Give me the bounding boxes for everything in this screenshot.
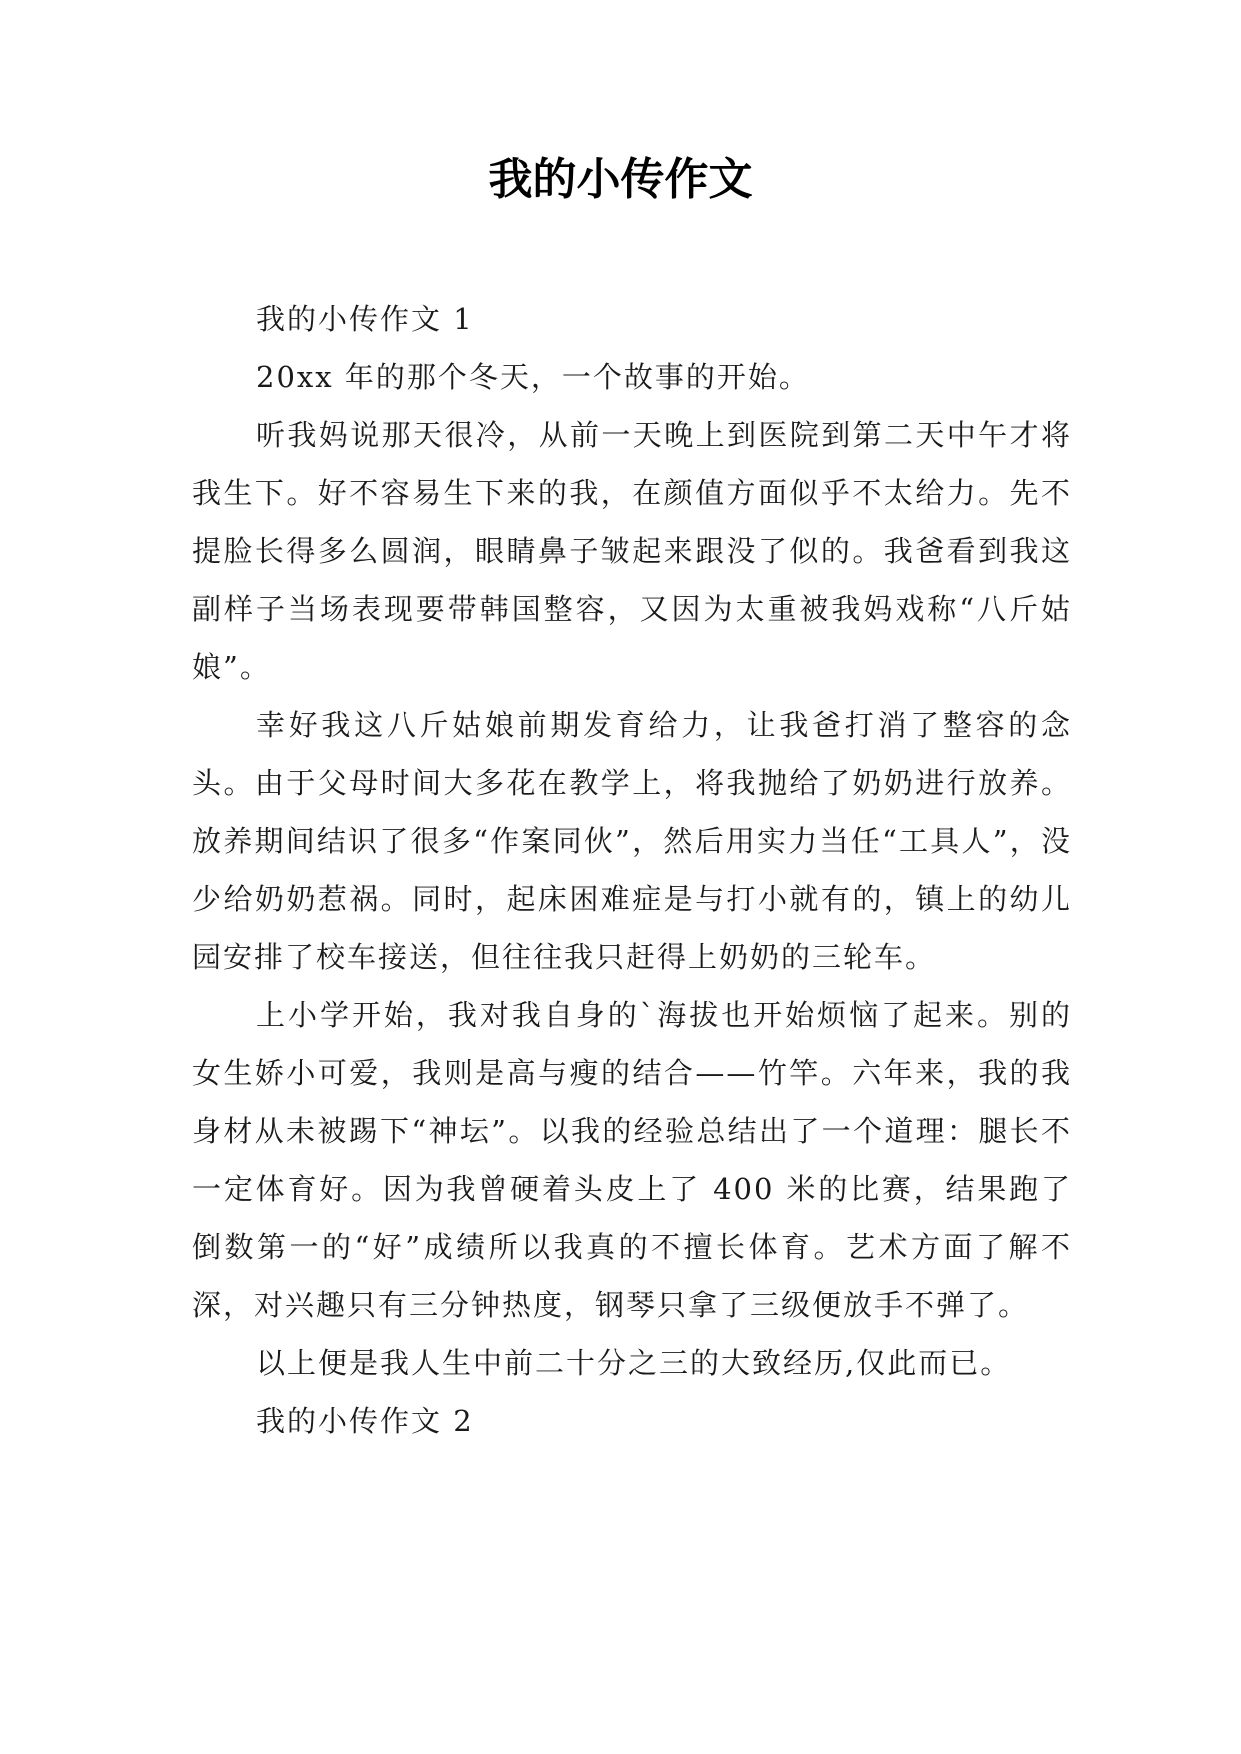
paragraph-childhood: 幸好我这八斤姑娘前期发育给力，让我爸打消了整容的念头。由于父母时间大多花在教学上，将我抛给了奶奶进行放养。放养期间结识了很多“作案同伙”，然后用实力当任“工具人”，没少给奶奶惹祸。同时，起床困难症是与打小就有的，镇上的幼儿园安排了校车接送，但往往我只赶得上奶奶的三轮车。 — [192, 708, 1072, 974]
paragraph-summary: 以上便是我人生中前二十分之三的大致经历,仅此而已。 — [256, 1346, 1012, 1380]
paragraph-primary-school: 上小学开始，我对我自身的`海拔也开始烦恼了起来。别的女生娇小可爱，我则是高与瘦的结合——竹竿。六年来，我的我身材从未被踢下“神坛”。以我的经验总结出了一个道理：腿长不一定体育好。因为我曾硬着头皮上了 400 米的比赛，结果跑了倒数第一的“好”成绩所以我真的不擅长体育。艺术方面了解不深，对兴趣只有三分钟热度，钢琴只拿了三级便放手不弹了。 — [192, 998, 1072, 1322]
paragraph-intro: 20xx 年的那个冬天，一个故事的开始。 — [256, 360, 810, 394]
section-heading-1: 我的小传作文 1 — [256, 302, 474, 336]
document-title: 我的小传作文 — [488, 154, 753, 205]
paragraph-birth: 听我妈说那天很冷，从前一天晚上到医院到第二天中午才将我生下。好不容易生下来的我，在颜值方面似乎不太给力。先不提脸长得多么圆润，眼睛鼻子皱起来跟没了似的。我爸看到我这副样子当场表现要带韩国整容，又因为太重被我妈戏称“八斤姑娘”。 — [192, 418, 1072, 684]
document-body — [192, 290, 1072, 1450]
section-heading-2: 我的小传作文 2 — [256, 1404, 474, 1438]
